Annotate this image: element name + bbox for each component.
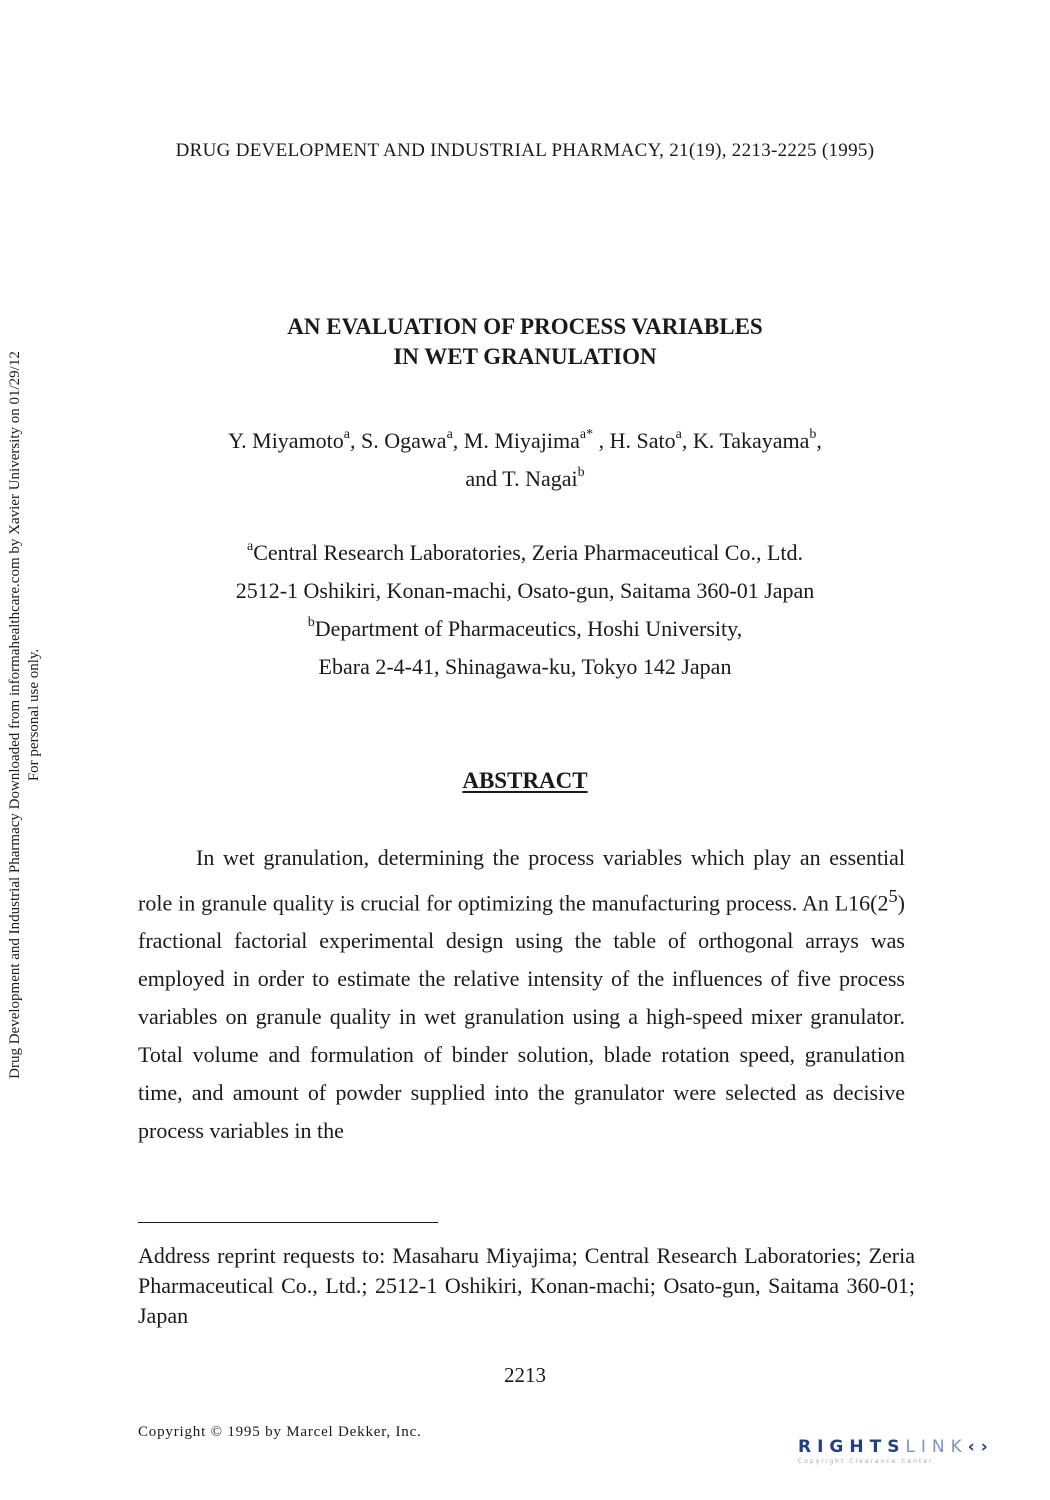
abstract-text-start: In wet granulation, determining the process variables which play an essential role in granule quality is crucial for optimizing the manufacturing process. An L16(2: [138, 845, 905, 916]
affiliation-a-name: [0, 534, 1050, 572]
rightslink-strong: RIGHTS: [798, 1437, 906, 1457]
reprint-footnote: Address reprint requests to: Masaharu Miyajima; Central Research Laboratories; Zeria Pharmaceutical Co., Ltd.; 2512-1 Oshikiri, Konan-machi; Osato-gun, Saitama 360-01; Japan: [138, 1243, 915, 1328]
author-affil-mark: a: [675, 427, 682, 442]
author-list: [0, 422, 1050, 498]
rightslink-tagline: Copyright Clearance Center: [798, 1458, 934, 1465]
title-line-2: IN WET GRANULATION: [393, 344, 657, 369]
paper-title: [0, 312, 1050, 372]
author-affil-mark: b: [809, 427, 817, 442]
abstract-heading: [0, 768, 1050, 794]
affiliation-b-name: [0, 610, 1050, 648]
abstract-paragraph: [138, 839, 905, 1150]
download-stamp: [0, 0, 55, 1500]
rightslink-wordmark: [798, 1437, 1028, 1457]
author-ogawa: , S. Ogawa: [350, 428, 447, 453]
author-nagai: and T. Nagai: [465, 466, 578, 491]
rightslink-logo[interactable]: [798, 1437, 1028, 1477]
abstract-heading-text: ABSTRACT: [462, 768, 588, 793]
copyright-line: Copyright © 1995 by Marcel Dekker, Inc.: [138, 1424, 422, 1440]
author-affil-mark: a: [343, 427, 351, 442]
affiliation-b-text: Department of Pharmaceutics, Hoshi University,: [314, 616, 743, 641]
affiliation-mark: a: [247, 539, 254, 554]
author-affil-mark: a: [446, 427, 453, 442]
author-affil-mark: b: [577, 465, 585, 480]
rightslink-light: LINK: [905, 1437, 968, 1457]
author-miyamoto: Y. Miyamoto: [228, 428, 344, 453]
author-takayama: , K. Takayama: [681, 428, 810, 453]
affiliation-a-text: Central Research Laboratories, Zeria Pharmaceutical Co., Ltd.: [253, 540, 803, 565]
affiliations: [0, 534, 1050, 686]
journal-header: DRUG DEVELOPMENT AND INDUSTRIAL PHARMACY, 21(19), 2213-2225 (1995): [175, 140, 875, 161]
author-line-2: [0, 460, 1050, 498]
affiliation-a-address: 2512-1 Oshikiri, Konan-machi, Osato-gun, Saitama 360-01 Japan: [235, 578, 815, 603]
abstract-text-rest: ) fractional factorial experimental design using the table of orthogonal arrays was employed in order to estimate the relative intensity of the influences of five process variables on granule quality in wet granulation using a high-speed mixer granulator. Total volume and formulation of binder solution, blade rotation speed, granulation time, and amount of powder supplied into the granulator were selected as decisive process variables in the: [138, 890, 905, 1144]
affiliation-b-address: Ebara 2-4-41, Shinagawa-ku, Tokyo 142 Japan: [318, 654, 732, 679]
download-stamp-line2: For personal use only.: [26, 648, 42, 782]
abstract-body: [138, 839, 905, 1150]
abstract-superscript: 5: [888, 886, 898, 906]
rightslink-mark-icon: ‹›: [967, 1437, 994, 1457]
footnote-divider: [138, 1222, 438, 1223]
author-separator: ,: [816, 428, 822, 453]
download-stamp-line1: Drug Development and Industrial Pharmacy Downloaded from informahealthcare.com by Xavier University on 01/29/12: [7, 351, 23, 1079]
author-affil-mark: a*: [579, 427, 594, 442]
author-miyajima: , M. Miyajima: [452, 428, 580, 453]
title-line-1: AN EVALUATION OF PROCESS VARIABLES: [287, 314, 763, 339]
affiliation-mark: b: [307, 615, 315, 630]
page-number: 2213: [504, 1363, 546, 1387]
author-line-1: [0, 422, 1050, 460]
author-sato: , H. Sato: [593, 428, 676, 453]
